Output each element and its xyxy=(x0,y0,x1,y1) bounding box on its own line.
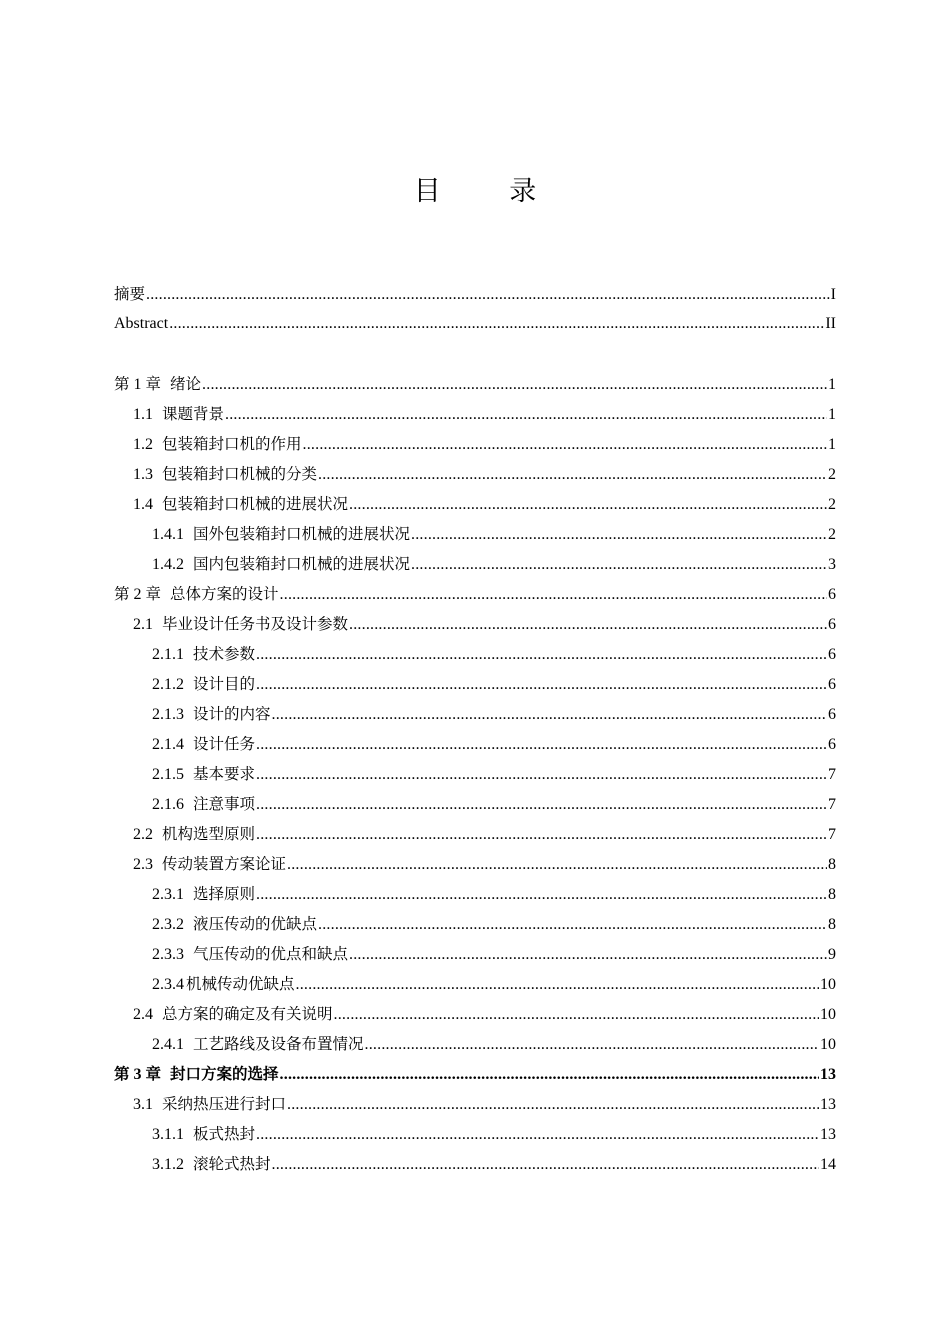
toc-page-number: 6 xyxy=(828,706,836,723)
toc-page-number: 7 xyxy=(828,766,836,783)
toc-entry-number: 2.1.1 xyxy=(152,646,184,663)
toc-page-number: 10 xyxy=(820,1036,836,1053)
toc-entry-number: 2.3 xyxy=(133,856,153,873)
toc-leader-dots xyxy=(349,940,827,970)
toc-page-number: 9 xyxy=(828,946,836,963)
toc-leader-dots xyxy=(256,880,827,910)
toc-entry-title: 工艺路线及设备布置情况 xyxy=(193,1035,364,1053)
toc-subsection-entry[interactable] xyxy=(114,759,836,789)
toc-leader-dots xyxy=(202,370,827,400)
toc-section-entry[interactable] xyxy=(114,429,836,459)
toc-entry-number: 2.1.2 xyxy=(152,676,184,693)
toc-page-number: I xyxy=(830,286,836,303)
toc-entry-label xyxy=(114,1059,279,1090)
toc-entry-title: 包装箱封口机械的分类 xyxy=(162,465,318,483)
toc-entry-title: 毕业设计任务书及设计参数 xyxy=(162,615,349,633)
toc-subsection-entry[interactable] xyxy=(114,1149,836,1179)
toc-entry-number: 1.4 xyxy=(133,496,153,513)
toc-section-entry[interactable] xyxy=(114,819,836,849)
toc-entry-label xyxy=(133,999,333,1030)
toc-entry-title: 板式热封 xyxy=(193,1125,256,1143)
toc-leader-dots xyxy=(334,1000,819,1030)
toc-entry-title: 机构选型原则 xyxy=(162,825,256,843)
toc-page-number: 1 xyxy=(828,376,836,393)
toc-entry-number: 1.3 xyxy=(133,466,153,483)
toc-entry-title: 设计任务 xyxy=(193,735,256,753)
table-of-contents xyxy=(114,279,836,1179)
toc-page-number: 7 xyxy=(828,796,836,813)
toc-entry-title: 摘要 xyxy=(114,285,146,303)
toc-entry-label xyxy=(133,849,286,880)
toc-page-number: 13 xyxy=(820,1096,836,1113)
toc-leader-dots xyxy=(256,640,827,670)
toc-entry-label xyxy=(152,939,348,970)
toc-subsection-entry[interactable] xyxy=(114,729,836,759)
toc-subsection-entry[interactable] xyxy=(114,639,836,669)
toc-page-number: II xyxy=(825,315,836,332)
toc-entry-label xyxy=(152,699,271,730)
toc-entry-label xyxy=(152,759,255,790)
toc-subsection-entry[interactable] xyxy=(114,669,836,699)
toc-entry-label xyxy=(133,399,224,430)
toc-leader-dots xyxy=(272,1150,819,1180)
toc-entry-number: 1.4.1 xyxy=(152,526,184,543)
toc-leader-dots xyxy=(303,430,827,460)
toc-entry-title: 采纳热压进行封口 xyxy=(162,1095,287,1113)
toc-page-number: 6 xyxy=(828,736,836,753)
toc-entry-label xyxy=(152,969,295,1000)
toc-subsection-entry[interactable] xyxy=(114,519,836,549)
toc-entry-number: 3.1.2 xyxy=(152,1156,184,1173)
toc-entry-label xyxy=(114,369,201,400)
toc-page-number: 13 xyxy=(820,1066,836,1083)
toc-leader-dots xyxy=(287,1090,819,1120)
toc-leader-dots xyxy=(365,1030,819,1060)
toc-entry-label xyxy=(152,639,255,670)
toc-entry-label xyxy=(152,729,255,760)
toc-entry-title: 绪论 xyxy=(170,375,202,393)
toc-leader-dots xyxy=(256,1120,819,1150)
toc-leader-dots xyxy=(411,520,827,550)
toc-section-entry[interactable] xyxy=(114,609,836,639)
toc-page-number: 1 xyxy=(828,436,836,453)
toc-entry-title: 液压传动的优缺点 xyxy=(193,915,318,933)
toc-entry-label xyxy=(133,819,255,850)
toc-page-number: 6 xyxy=(828,586,836,603)
toc-entry-number: 2.4 xyxy=(133,1006,153,1023)
toc-subsection-entry[interactable] xyxy=(114,1119,836,1149)
toc-page-number: 8 xyxy=(828,916,836,933)
toc-front-matter-entry[interactable] xyxy=(114,309,836,339)
toc-entry-label xyxy=(114,579,279,610)
toc-section-entry[interactable] xyxy=(114,849,836,879)
toc-page-number: 14 xyxy=(820,1156,836,1173)
toc-entry-number: 第 2 章 xyxy=(114,585,162,603)
toc-subsection-entry[interactable] xyxy=(114,1029,836,1059)
toc-section-entry[interactable] xyxy=(114,459,836,489)
toc-entry-title: 选择原则 xyxy=(193,885,256,903)
toc-leader-dots xyxy=(225,400,827,430)
toc-leader-dots xyxy=(318,910,827,940)
toc-leader-dots xyxy=(318,460,827,490)
toc-leader-dots xyxy=(169,309,824,339)
toc-entry-title: 气压传动的优点和缺点 xyxy=(193,945,349,963)
toc-entry-number: 2.3.1 xyxy=(152,886,184,903)
toc-leader-dots xyxy=(256,730,827,760)
toc-entry-label xyxy=(152,789,255,820)
toc-entry-number: 2.2 xyxy=(133,826,153,843)
toc-entry-number: 第 1 章 xyxy=(114,375,162,393)
toc-entry-number: 1.2 xyxy=(133,436,153,453)
toc-entry-number: 2.1.6 xyxy=(152,796,184,813)
toc-entry-number: 2.3.2 xyxy=(152,916,184,933)
toc-entry-number: 2.3.3 xyxy=(152,946,184,963)
toc-page-number: 10 xyxy=(820,1006,836,1023)
toc-entry-label xyxy=(152,549,410,580)
toc-spacer xyxy=(114,339,836,369)
toc-chapter-entry[interactable] xyxy=(114,579,836,609)
toc-entry-number: 2.3.4 xyxy=(152,976,184,993)
toc-subsection-entry[interactable] xyxy=(114,909,836,939)
toc-subsection-entry[interactable] xyxy=(114,789,836,819)
toc-entry-title: 设计的内容 xyxy=(193,705,271,723)
toc-entry-title: Abstract xyxy=(114,315,169,332)
toc-entry-number: 2.1 xyxy=(133,616,153,633)
toc-leader-dots xyxy=(349,610,827,640)
toc-entry-label xyxy=(152,1119,255,1150)
toc-entry-number: 2.1.3 xyxy=(152,706,184,723)
toc-leader-dots xyxy=(411,550,827,580)
toc-subsection-entry[interactable] xyxy=(114,879,836,909)
page-title: 目 录 xyxy=(413,176,567,207)
toc-page-number: 6 xyxy=(828,676,836,693)
toc-chapter-entry[interactable] xyxy=(114,1059,836,1089)
toc-leader-dots xyxy=(256,820,827,850)
toc-page-number: 10 xyxy=(820,976,836,993)
toc-subsection-entry[interactable] xyxy=(114,939,836,969)
toc-entry-number: 1.1 xyxy=(133,406,153,423)
toc-entry-title: 国外包装箱封口机械的进展状况 xyxy=(193,525,411,543)
toc-leader-dots xyxy=(287,850,827,880)
toc-entry-number: 2.1.5 xyxy=(152,766,184,783)
toc-leader-dots xyxy=(256,760,827,790)
toc-entry-label xyxy=(152,909,317,940)
toc-entry-title: 滚轮式热封 xyxy=(193,1155,271,1173)
toc-entry-label xyxy=(152,519,410,550)
toc-entry-number: 第 3 章 xyxy=(114,1065,162,1083)
toc-page-number: 13 xyxy=(820,1126,836,1143)
toc-subsection-entry[interactable] xyxy=(114,969,836,999)
toc-entry-label xyxy=(114,309,168,339)
toc-entry-title: 课题背景 xyxy=(162,405,225,423)
toc-leader-dots xyxy=(272,700,827,730)
toc-leader-dots xyxy=(256,670,827,700)
toc-entry-number: 2.1.4 xyxy=(152,736,184,753)
toc-leader-dots xyxy=(349,490,827,520)
toc-entry-number: 2.4.1 xyxy=(152,1036,184,1053)
toc-entry-title: 设计目的 xyxy=(193,675,256,693)
toc-entry-title: 技术参数 xyxy=(193,645,256,663)
toc-entry-title: 注意事项 xyxy=(193,795,256,813)
toc-page-number: 1 xyxy=(828,406,836,423)
toc-entry-title: 基本要求 xyxy=(193,765,256,783)
toc-page-number: 2 xyxy=(828,526,836,543)
toc-subsection-entry[interactable] xyxy=(114,699,836,729)
toc-leader-dots xyxy=(296,970,819,1000)
toc-entry-label xyxy=(133,459,317,490)
toc-section-entry[interactable] xyxy=(114,999,836,1029)
toc-entry-title: 国内包装箱封口机械的进展状况 xyxy=(193,555,411,573)
toc-page-number: 2 xyxy=(828,496,836,513)
toc-chapter-entry[interactable] xyxy=(114,369,836,399)
toc-page-number: 6 xyxy=(828,646,836,663)
toc-leader-dots xyxy=(146,280,830,310)
toc-page-number: 6 xyxy=(828,616,836,633)
toc-section-entry[interactable] xyxy=(114,1089,836,1119)
toc-entry-label xyxy=(152,669,255,700)
toc-entry-label xyxy=(152,1029,364,1060)
toc-entry-title: 包装箱封口机械的进展状况 xyxy=(162,495,349,513)
toc-entry-number: 3.1.1 xyxy=(152,1126,184,1143)
toc-page-number: 8 xyxy=(828,886,836,903)
toc-entry-number: 1.4.2 xyxy=(152,556,184,573)
toc-entry-title: 封口方案的选择 xyxy=(170,1065,279,1083)
toc-entry-label xyxy=(152,1149,271,1180)
toc-entry-title: 包装箱封口机的作用 xyxy=(162,435,302,453)
toc-front-matter-entry[interactable] xyxy=(114,279,836,309)
toc-leader-dots xyxy=(280,580,827,610)
toc-subsection-entry[interactable] xyxy=(114,549,836,579)
toc-entry-title: 总体方案的设计 xyxy=(170,585,279,603)
toc-entry-label xyxy=(133,609,348,640)
toc-page-number: 7 xyxy=(828,826,836,843)
toc-section-entry[interactable] xyxy=(114,489,836,519)
toc-entry-title: 传动装置方案论证 xyxy=(162,855,287,873)
toc-page-number: 8 xyxy=(828,856,836,873)
toc-leader-dots xyxy=(280,1060,819,1090)
toc-entry-label xyxy=(133,1089,286,1120)
toc-entry-label xyxy=(133,429,302,460)
toc-section-entry[interactable] xyxy=(114,399,836,429)
toc-entry-label xyxy=(114,279,145,310)
toc-entry-label xyxy=(152,879,255,910)
toc-entry-number: 3.1 xyxy=(133,1096,153,1113)
toc-page-number: 3 xyxy=(828,556,836,573)
toc-entry-title: 总方案的确定及有关说明 xyxy=(162,1005,333,1023)
toc-page-number: 2 xyxy=(828,466,836,483)
toc-entry-title: 机械传动优缺点 xyxy=(186,975,295,993)
toc-leader-dots xyxy=(256,790,827,820)
toc-entry-label xyxy=(133,489,348,520)
